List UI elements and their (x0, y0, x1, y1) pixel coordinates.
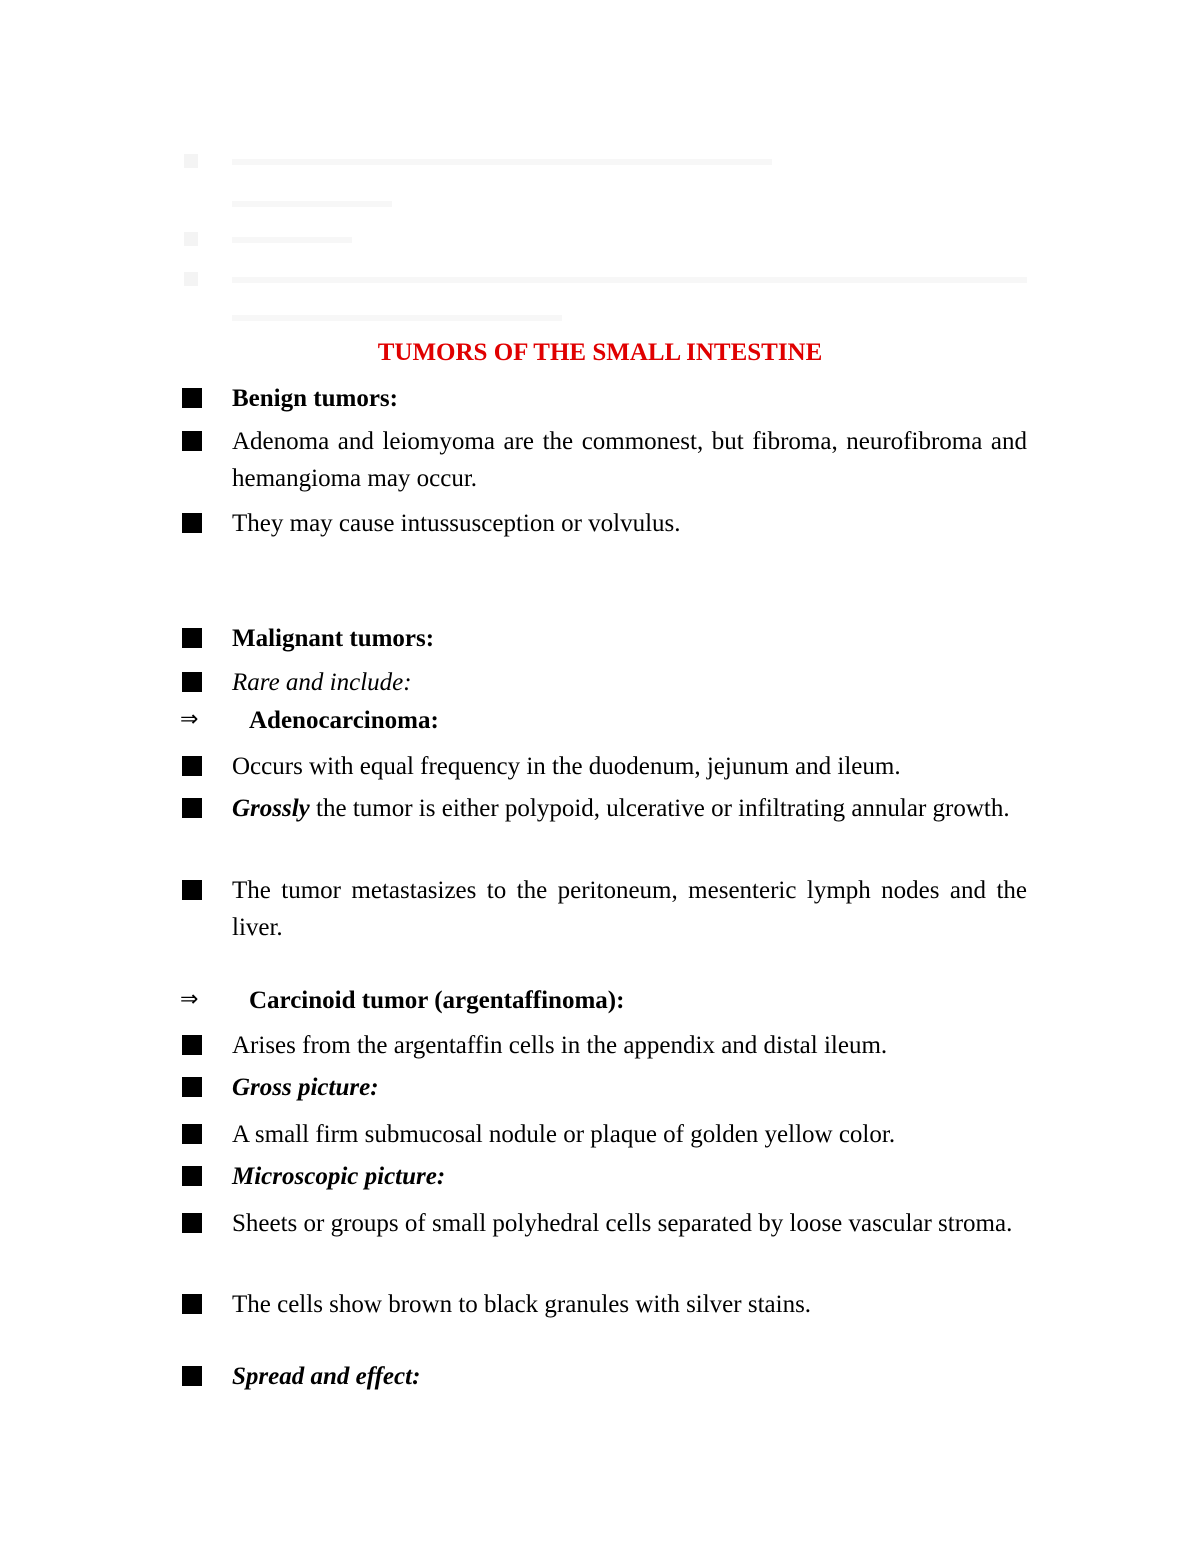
grossly-lead: Grossly (232, 795, 310, 822)
square-bullet-icon (182, 1294, 202, 1314)
benign-point: Adenoma and leiomyoma are the commonest, but fibroma, neurofibroma and hemangioma may occur. (232, 428, 1027, 492)
square-bullet-icon (182, 880, 202, 900)
square-bullet-icon (182, 798, 202, 818)
square-bullet-icon (182, 1077, 202, 1097)
faint-residual-line (0, 150, 1200, 174)
square-bullet-icon (182, 628, 202, 648)
faint-text-bar (232, 277, 1027, 283)
square-bullet-icon (182, 1213, 202, 1233)
grossly-rest: the tumor is either polypoid, ulcerative or infiltrating annular growth. (309, 795, 1010, 822)
benign-point: They may cause intussusception or volvulus. (232, 510, 681, 537)
adenocarcinoma-heading: Adenocarcinoma: (249, 707, 439, 734)
faint-text-bar (232, 237, 352, 243)
double-arrow-icon: ⇒ (180, 707, 199, 732)
square-bullet-icon (182, 513, 202, 533)
faint-residual-line (0, 268, 1200, 292)
faint-bullet (184, 154, 198, 168)
gross-picture-text: A small firm submucosal nodule or plaque of golden yellow color. (232, 1121, 896, 1148)
square-bullet-icon (182, 672, 202, 692)
microscopic-picture-text: Sheets or groups of small polyhedral cells separated by loose vascular stroma. (232, 1210, 1013, 1237)
adenocarcinoma-point: Occurs with equal frequency in the duodenum, jejunum and ileum. (232, 753, 901, 780)
adenocarcinoma-point (232, 790, 1027, 827)
adenocarcinoma-point: The tumor metastasizes to the peritoneum, mesenteric lymph nodes and the liver. (232, 877, 1027, 941)
faint-residual-line (0, 306, 1200, 330)
faint-bullet (184, 272, 198, 286)
square-bullet-icon (182, 1124, 202, 1144)
malignant-heading: Malignant tumors: (232, 625, 435, 652)
faint-text-bar (232, 159, 772, 165)
faint-bullet (184, 232, 198, 246)
square-bullet-icon (182, 431, 202, 451)
page-title: TUMORS OF THE SMALL INTESTINE (377, 339, 823, 366)
microscopic-picture-text: The cells show brown to black granules with silver stains. (232, 1291, 812, 1318)
benign-heading: Benign tumors: (232, 385, 398, 412)
faint-text-bar (232, 201, 392, 207)
faint-residual-line (0, 228, 1200, 252)
microscopic-picture-heading: Microscopic picture: (232, 1163, 446, 1190)
gross-picture-heading: Gross picture: (232, 1074, 379, 1101)
square-bullet-icon (182, 1166, 202, 1186)
double-arrow-icon: ⇒ (180, 987, 199, 1012)
spread-effect-heading: Spread and effect: (232, 1363, 421, 1390)
square-bullet-icon (182, 388, 202, 408)
malignant-intro: Rare and include: (232, 669, 412, 696)
carcinoid-heading: Carcinoid tumor (argentaffinoma): (249, 987, 625, 1014)
faint-text-bar (232, 315, 562, 321)
square-bullet-icon (182, 1035, 202, 1055)
faint-residual-line (0, 192, 1200, 216)
carcinoid-point: Arises from the argentaffin cells in the appendix and distal ileum. (232, 1032, 888, 1059)
square-bullet-icon (182, 756, 202, 776)
square-bullet-icon (182, 1366, 202, 1386)
